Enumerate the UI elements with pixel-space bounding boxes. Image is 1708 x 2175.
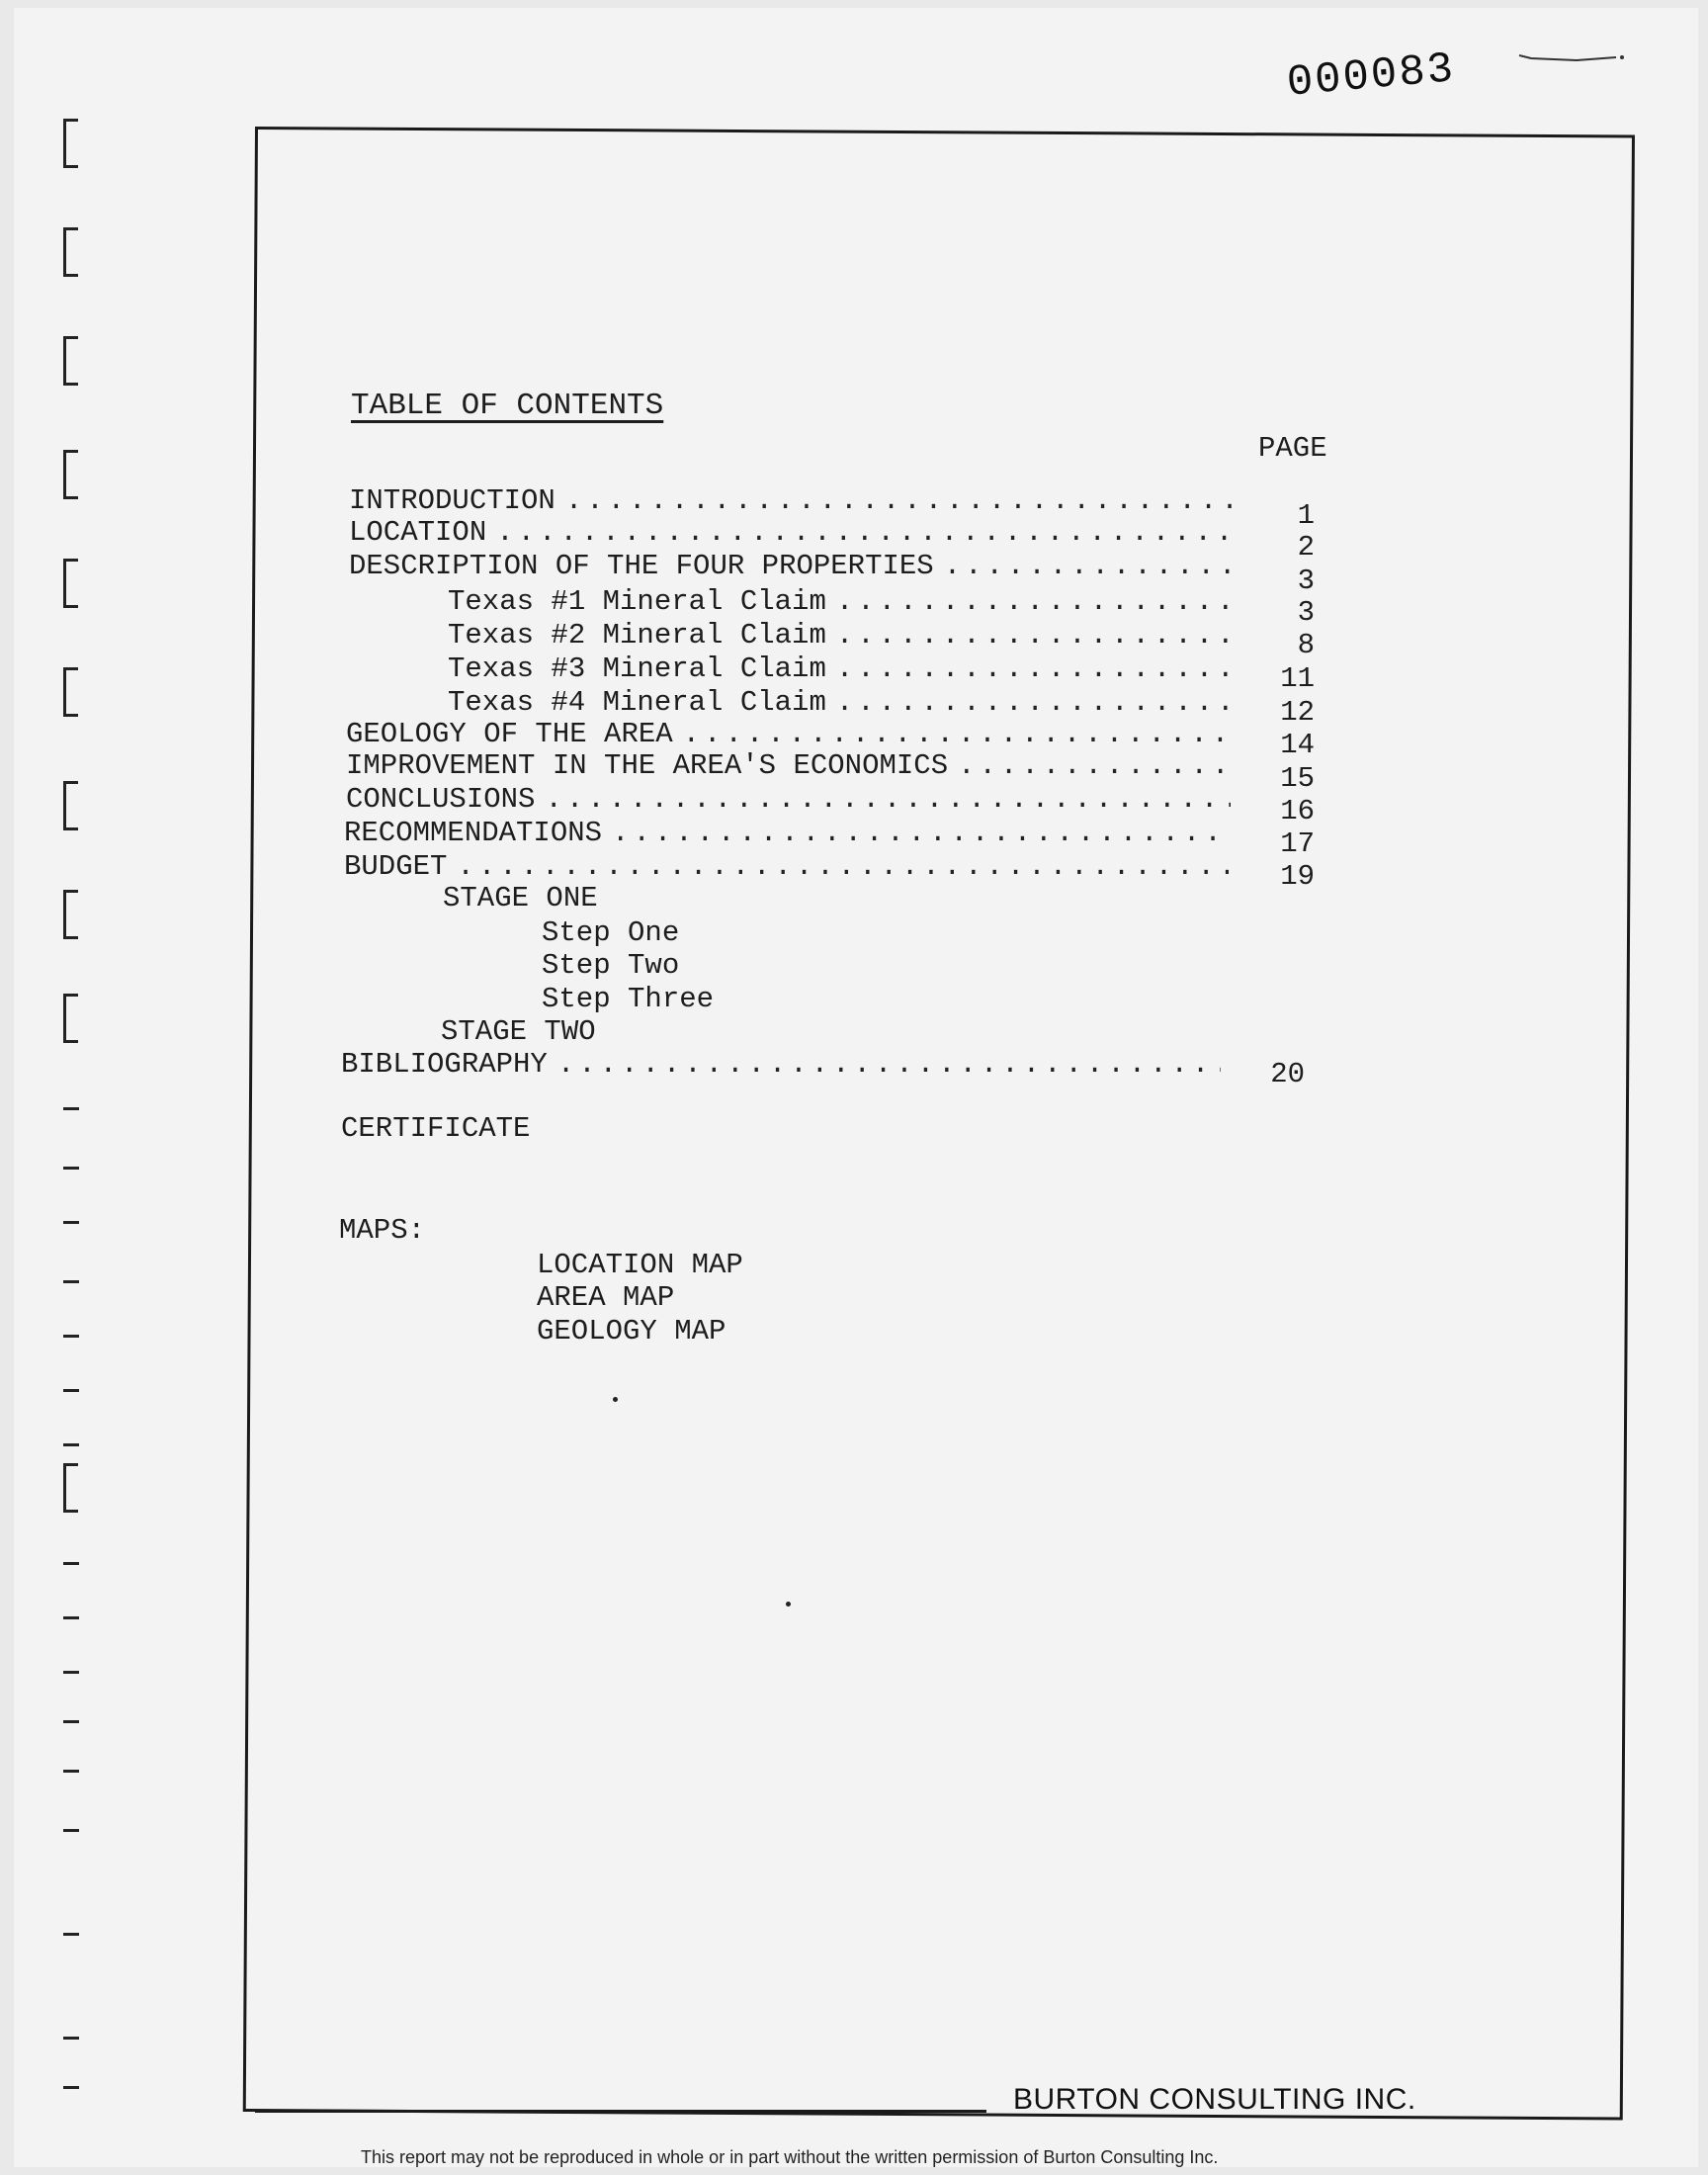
binder-holes (42, 99, 101, 2155)
leader-dots (565, 484, 1234, 517)
leader-dots (545, 783, 1231, 816)
document-number: 000083 (1285, 44, 1458, 109)
toc-entry (346, 783, 1231, 817)
toc-entry-label: Texas #1 Mineral Claim (448, 585, 826, 618)
leader-dots (496, 516, 1234, 549)
toc-entry (349, 484, 1234, 518)
toc-entry-page: 12 (1280, 696, 1315, 729)
ink-speck (786, 1602, 791, 1607)
toc-entry (344, 817, 1229, 850)
toc-entry (448, 686, 1234, 720)
toc-entry-label: LOCATION (349, 516, 487, 549)
budget-step: Step Three (542, 983, 715, 1015)
leader-dots (683, 718, 1231, 750)
toc-entry (448, 585, 1234, 619)
leader-dots (557, 1048, 1221, 1081)
toc-entry-page: 8 (1297, 629, 1315, 661)
toc-entry (448, 619, 1234, 652)
toc-entry (349, 550, 1234, 583)
toc-entry-label: Texas #2 Mineral Claim (448, 619, 826, 652)
toc-entry-label: CONCLUSIONS (346, 783, 536, 816)
leader-dots (958, 749, 1231, 782)
toc-entry (448, 652, 1234, 686)
toc-entry-label: RECOMMENDATIONS (344, 817, 603, 849)
map-entry: GEOLOGY MAP (537, 1315, 726, 1348)
pen-mark (1517, 51, 1626, 63)
toc-entry-page: 1 (1297, 499, 1315, 532)
leader-dots (457, 850, 1229, 883)
leader-dots (836, 686, 1234, 719)
leader-dots (836, 652, 1234, 685)
budget-stage: STAGE TWO (441, 1015, 596, 1048)
budget-step: Step Two (542, 949, 680, 982)
toc-entry-label: INTRODUCTION (349, 484, 555, 517)
toc-entry-page: 20 (1270, 1058, 1305, 1090)
toc-title: TABLE OF CONTENTS (351, 389, 664, 423)
toc-entry-page: 2 (1297, 531, 1315, 564)
budget-step: Step One (542, 916, 680, 949)
budget-stage: STAGE ONE (443, 882, 598, 914)
toc-entry-page: 15 (1280, 762, 1315, 795)
toc-entry (346, 749, 1231, 783)
toc-entry-page: 17 (1280, 827, 1315, 860)
toc-entry-page: 3 (1297, 565, 1315, 597)
toc-entry-page: 11 (1280, 662, 1315, 695)
ink-speck (613, 1397, 618, 1402)
footer-rule (255, 2110, 986, 2113)
page-column-header: PAGE (1258, 432, 1327, 465)
map-entry: AREA MAP (537, 1281, 675, 1314)
toc-entry-page: 3 (1297, 596, 1315, 629)
toc-entry-label: Texas #4 Mineral Claim (448, 686, 826, 719)
toc-entry (344, 850, 1229, 884)
toc-entry-label: BIBLIOGRAPHY (341, 1048, 548, 1081)
copyright-notice: This report may not be reproduced in whole or in part without the written permission of Burton Consulting Inc. (361, 2147, 1219, 2167)
leader-dots (944, 550, 1234, 582)
leader-dots (612, 817, 1229, 849)
map-entry: LOCATION MAP (537, 1249, 743, 1281)
toc-entry-page: 19 (1280, 860, 1315, 893)
toc-entry (341, 1048, 1221, 1082)
leader-dots (836, 619, 1234, 652)
company-name: BURTON CONSULTING INC. (1013, 2083, 1416, 2116)
toc-entry-label: BUDGET (344, 850, 448, 883)
toc-entry-label: GEOLOGY OF THE AREA (346, 718, 673, 750)
certificate-entry: CERTIFICATE (341, 1112, 531, 1145)
toc-entry (349, 516, 1234, 550)
maps-label: MAPS: (339, 1214, 426, 1247)
toc-entry (346, 718, 1231, 751)
toc-entry-page: 16 (1280, 795, 1315, 827)
toc-entry-label: DESCRIPTION OF THE FOUR PROPERTIES (349, 550, 934, 582)
toc-entry-label: Texas #3 Mineral Claim (448, 652, 826, 685)
toc-entry-page: 14 (1280, 729, 1315, 761)
leader-dots (836, 585, 1234, 618)
toc-entry-label: IMPROVEMENT IN THE AREA'S ECONOMICS (346, 749, 949, 782)
